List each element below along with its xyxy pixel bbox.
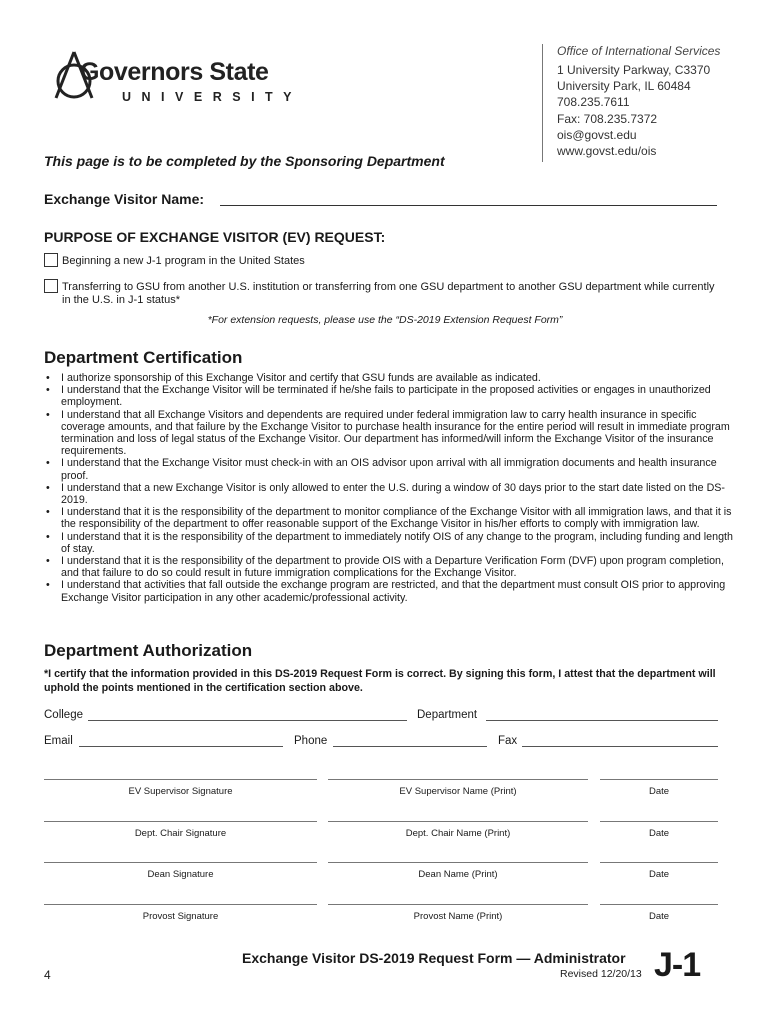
certification-heading: Department Certification [44, 348, 243, 367]
ev-name-label: Exchange Visitor Name: [44, 191, 205, 207]
ev-supervisor-name-label: EV Supervisor Name (Print) [399, 786, 517, 797]
phone-label: Phone [294, 735, 328, 747]
dean-signature-label: Dean Signature [147, 869, 214, 880]
list-item: • I understand that a new Exchange Visitor is only allowed to enter the U.S. during a window of 30 days prior to the start date listed on the DS-2019. [44, 482, 734, 506]
new-program-label: Beginning a new J-1 program in the United States [62, 255, 305, 267]
list-item: • I understand that the Exchange Visitor will be terminated if he/she fails to participate in the proposed activities or engages in unauthorized employment. [44, 384, 734, 408]
provost-date-field[interactable] [600, 904, 718, 905]
ev-supervisor-signature-label: EV Supervisor Signature [128, 786, 233, 797]
logo-name: Governors State [80, 58, 269, 86]
office-city-line: University Park, IL 60484 [557, 79, 691, 94]
dean-signature-field[interactable] [44, 862, 317, 863]
logo-subtitle: UNIVERSITY [122, 90, 303, 104]
dean-name-field[interactable] [328, 862, 588, 863]
office-email[interactable]: ois@govst.edu [557, 127, 637, 142]
provost-name-field[interactable] [328, 904, 588, 905]
transfer-checkbox[interactable] [44, 279, 58, 293]
office-name: Office of International Services [557, 44, 721, 58]
revision-date: Revised 12/20/13 [560, 968, 642, 980]
office-phone: 708.235.7611 [557, 95, 630, 110]
sponsor-note: This page is to be completed by the Sponsoring Department [44, 153, 445, 169]
ev-supervisor-date-label: Date [648, 786, 670, 797]
dean-date-label: Date [648, 869, 670, 880]
provost-date-label: Date [648, 911, 670, 922]
chair-date-field[interactable] [600, 821, 718, 822]
extension-note: *For extension requests, please use the “DS-2019 Extension Request Form” [207, 314, 563, 326]
provost-signature-field[interactable] [44, 904, 317, 905]
chair-name-label: Dept. Chair Name (Print) [405, 828, 511, 839]
provost-signature-label: Provost Signature [142, 911, 219, 922]
chair-signature-field[interactable] [44, 821, 317, 822]
dean-date-field[interactable] [600, 862, 718, 863]
list-item: • I understand that it is the responsibility of the department to provide OIS with a Departure Verification Form (DVF) upon program completion, and that failure to do so could result in future immigration complications for the Exchange Visitor. [44, 555, 734, 579]
certification-list [44, 372, 734, 604]
ev-supervisor-name-field[interactable] [328, 779, 588, 780]
list-item: • I understand that activities that fall outside the exchange program are restricted, and that the department must consult OIS prior to approving Exchange Visitor participation in any other academic/professional activity. [44, 579, 734, 603]
chair-signature-label: Dept. Chair Signature [134, 828, 227, 839]
chair-name-field[interactable] [328, 821, 588, 822]
email-label: Email [44, 735, 73, 747]
form-code: J-1 [654, 946, 701, 984]
purpose-heading: PURPOSE OF EXCHANGE VISITOR (EV) REQUEST: [44, 229, 386, 245]
email-field[interactable] [79, 746, 283, 747]
authorization-heading: Department Authorization [44, 641, 253, 660]
college-label: College [44, 709, 83, 721]
fax-label: Fax [498, 735, 518, 747]
college-field[interactable] [88, 720, 407, 721]
fax-field[interactable] [522, 746, 718, 747]
transfer-label: Transferring to GSU from another U.S. institution or transferring from one GSU department to another GSU department while currently in the U.S. in J-1 status* [62, 281, 715, 306]
list-item: • I understand that it is the responsibility of the department to immediately notify OIS of any change to the program, including funding and length of stay. [44, 531, 734, 555]
office-address-line: 1 University Parkway, C3370 [557, 63, 711, 77]
office-contact-block [542, 44, 757, 162]
department-field[interactable] [486, 720, 718, 721]
office-fax: Fax: 708.235.7372 [557, 111, 658, 126]
list-item: • I authorize sponsorship of this Exchange Visitor and certify that GSU funds are available as indicated. [44, 372, 734, 384]
ev-supervisor-signature-field[interactable] [44, 779, 317, 780]
ev-name-field[interactable] [220, 205, 717, 206]
authorization-statement: *I certify that the information provided in this DS-2019 Request Form is correct. By signing this form, I attest that the department will uphold the points mentioned in the certification section above. [44, 668, 716, 694]
chair-date-label: Date [648, 828, 670, 839]
department-label: Department [417, 709, 478, 721]
list-item: • I understand that the Exchange Visitor must check-in with an OIS advisor upon arrival with all immigration documents and health insurance proof. [44, 457, 734, 481]
ev-supervisor-date-field[interactable] [600, 779, 718, 780]
office-website[interactable]: www.govst.edu/ois [557, 144, 657, 159]
list-item: • I understand that it is the responsibility of the department to monitor compliance of the Exchange Visitor with all immigration laws, and that it is the responsibility of the department to offer reasonable support of the Exchange Visitor in his/her efforts to comply with immigration law. [44, 506, 734, 530]
list-item: • I understand that all Exchange Visitors and dependents are required under federal immigration law to carry health insurance in specific coverage amounts, and that failure by the Exchange Visitor to purchase health insurance for the entire period will result in immediate program termination and loss of legal status of the Exchange Visitor. Our department has informed/will inform the Exchange Visitor of the insurance requirements. [44, 409, 734, 458]
phone-field[interactable] [333, 746, 487, 747]
footer-title: Exchange Visitor DS-2019 Request Form — Administrator [242, 950, 626, 966]
new-program-checkbox[interactable] [44, 253, 58, 267]
dean-name-label: Dean Name (Print) [418, 869, 498, 880]
page-number: 4 [44, 968, 51, 982]
provost-name-label: Provost Name (Print) [413, 911, 503, 922]
